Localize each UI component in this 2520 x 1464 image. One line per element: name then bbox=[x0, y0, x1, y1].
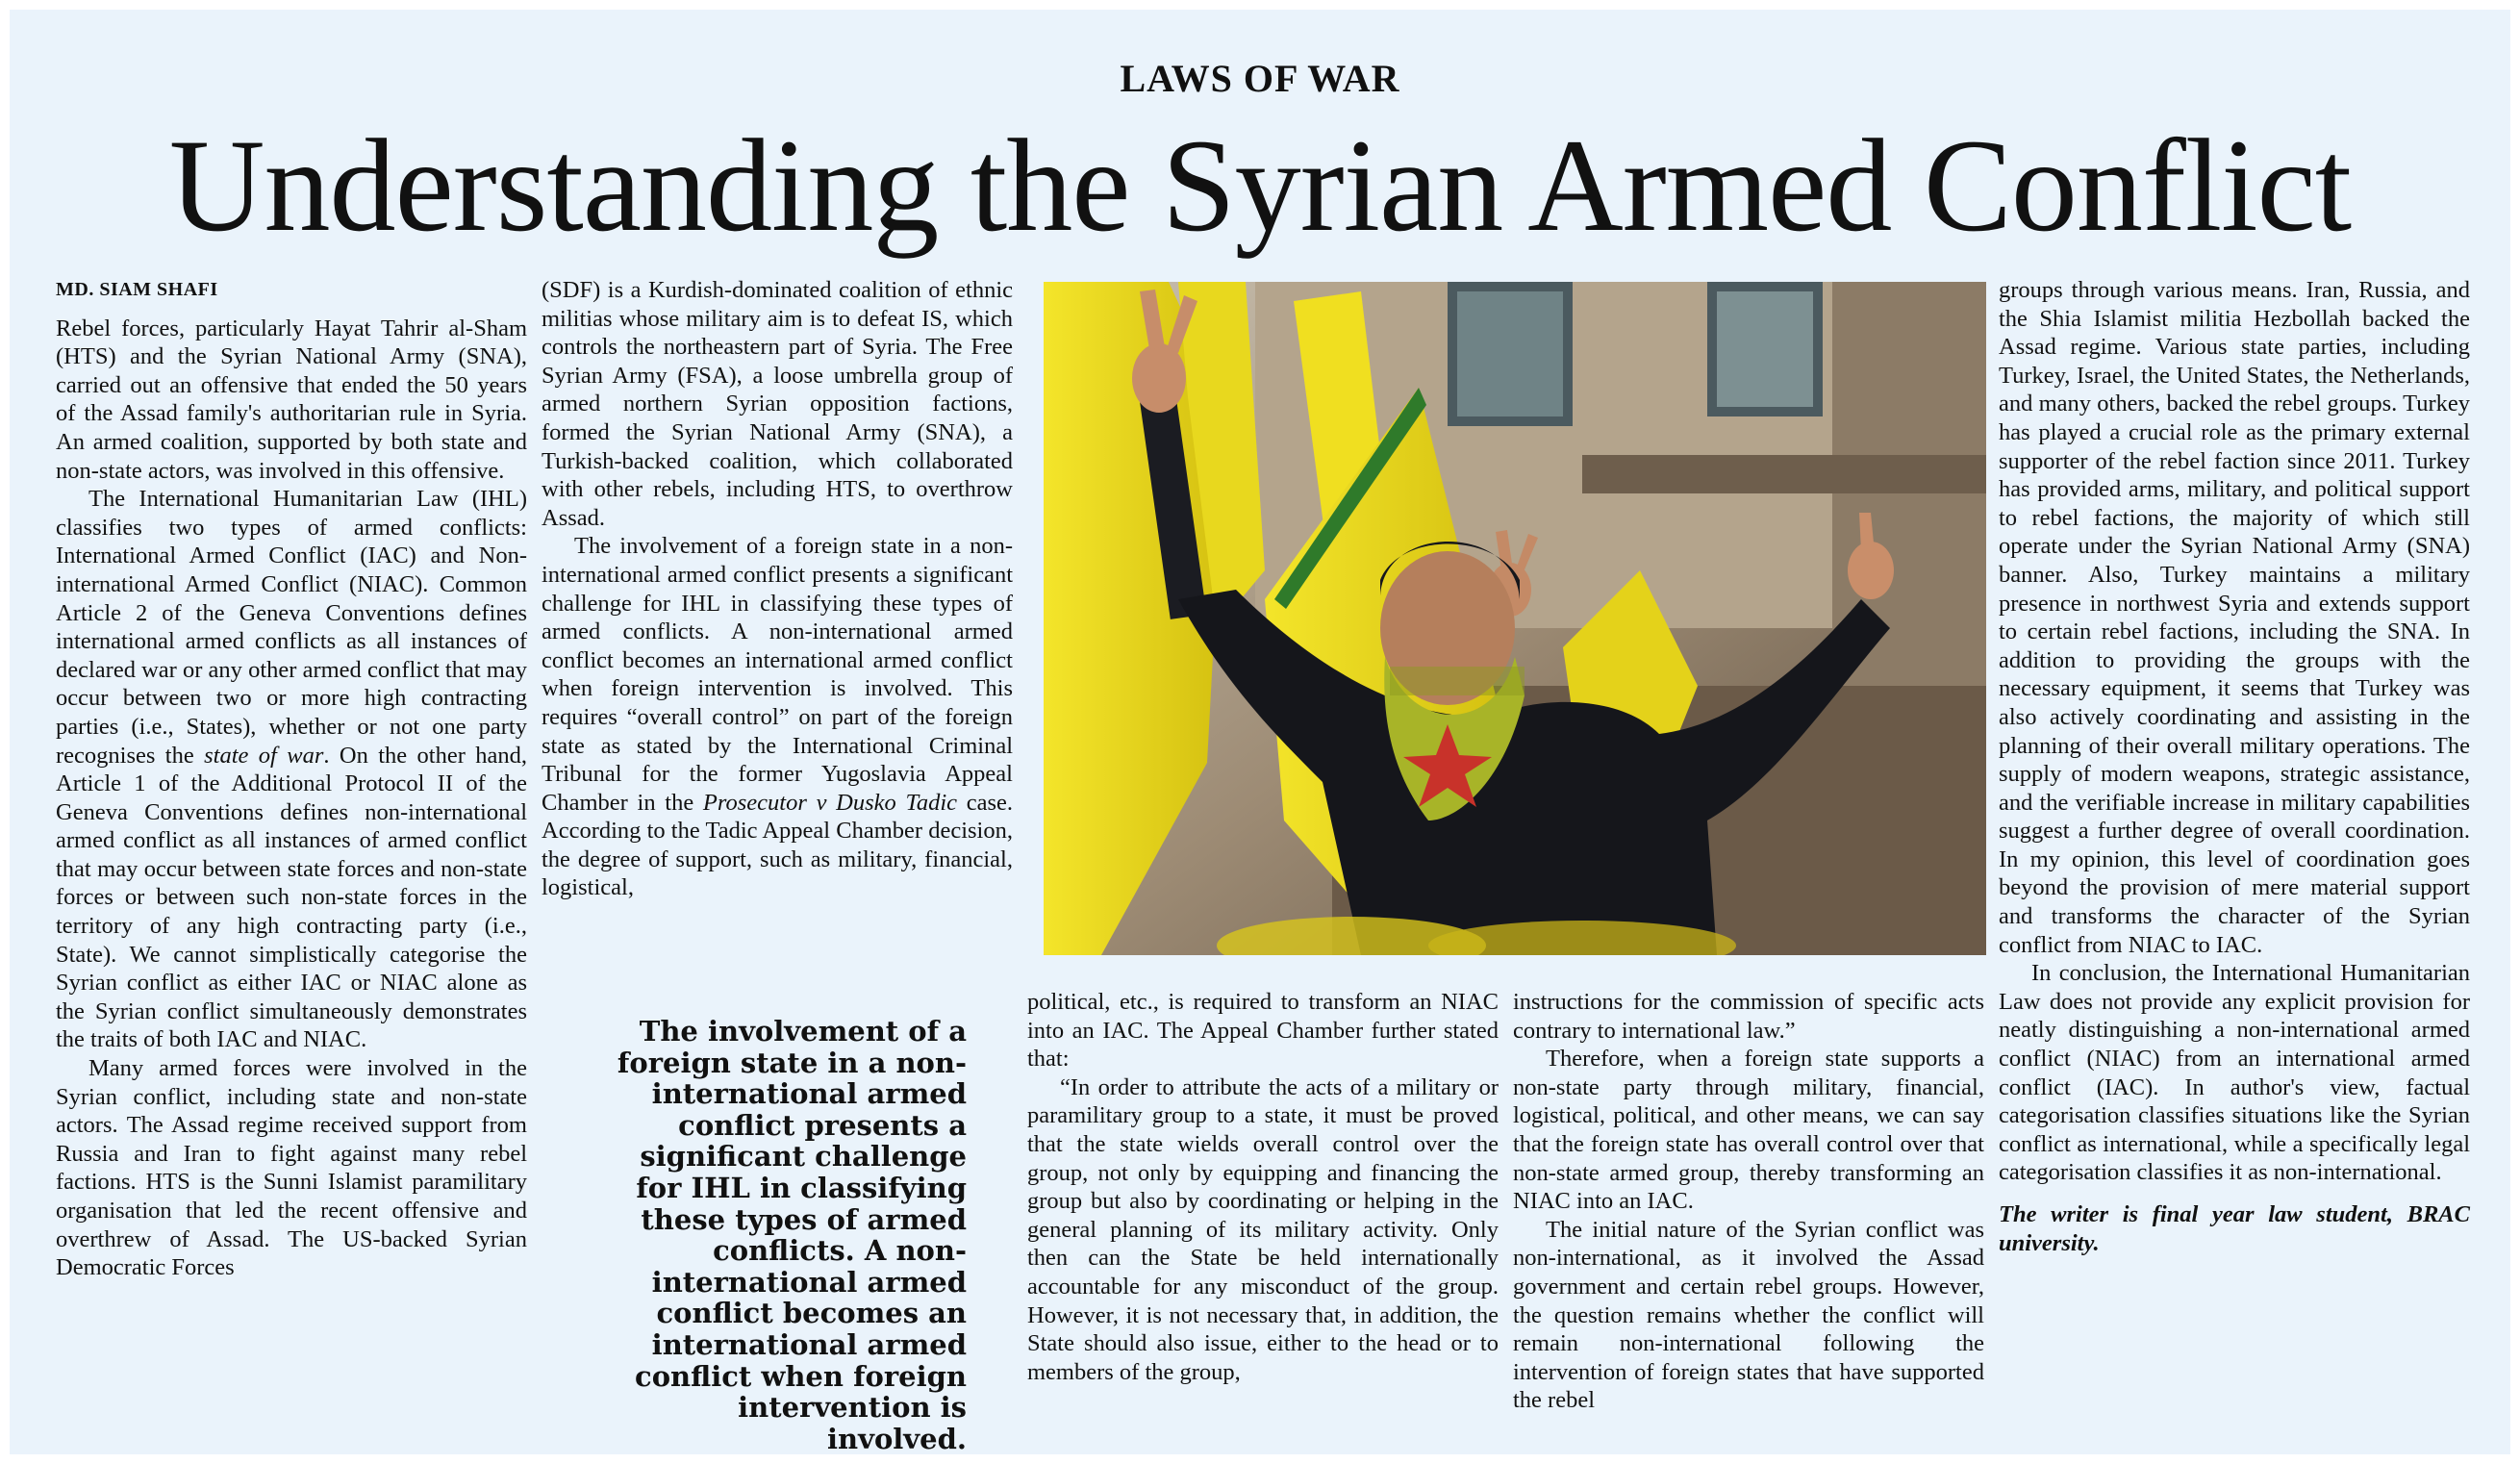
article-column-2 bbox=[542, 276, 1013, 988]
paragraph: The International Humanitarian Law (IHL) classifies two types of armed conflicts: International Armed Conflict (IAC) and Non-international Armed Conflict (NIAC). Common Article 2 of the Geneva Conventions defines international armed conflicts as all instances of declared war or any other armed conflict that may occur between two or more high contracting parties (i.e., States), whether or not one party recognises the state of war. On the other hand, Article 1 of the Additional Protocol II of the Geneva Conventions defines non-international armed conflict as all instances of armed conflict that may occur between state forces and non-state forces or between such non-state forces in the territory of any high contracting party (i.e., State). We cannot simplistically categorise the Syrian conflict as either IAC or NIAC alone as the Syrian conflict simultaneously demonstrates the traits of both IAC and NIAC. bbox=[56, 486, 527, 1053]
paragraph: instructions for the commission of specific acts contrary to international law.” bbox=[1513, 989, 1984, 1044]
paragraph: Therefore, when a foreign state supports a non-state party through military, financial, logistical, political, and other means, we can say that the foreign state has overall control over that non-state armed group, thereby transforming an NIAC into an IAC. bbox=[1513, 1046, 1984, 1215]
newspaper-page bbox=[10, 10, 2510, 1454]
article-headline: Understanding the Syrian Armed Conflict bbox=[168, 112, 2352, 259]
paragraph: In conclusion, the International Humanitarian Law does not provide any explicit provision for neatly distinguishing a non-international armed conflict (NIAC) from an international armed conflict (IAC). In author's view, factual categorisation classifies situations like the Syrian conflict as international, while a specifically legal categorisation classifies it as non-international. bbox=[1999, 960, 2470, 1186]
paragraph: political, etc., is required to transform an NIAC into an IAC. The Appeal Chamber further stated that: bbox=[1027, 989, 1499, 1073]
paragraph: Rebel forces, particularly Hayat Tahrir al-Sham (HTS) and the Syrian National Army (SNA), carried out an offensive that ended the 50 years of the Assad family's authoritarian rule in Syria. An armed coalition, supported by both state and non-state actors, was involved in this offensive. bbox=[56, 315, 527, 484]
paragraph: (SDF) is a Kurdish-dominated coalition of ethnic militias whose military aim is to defeat IS, which controls the northeastern part of Syria. The Free Syrian Army (FSA), a loose umbrella group of armed northern Syrian opposition factions, formed the Syrian National Army (SNA), a Turkish-backed coalition, which collaborated with other rebels, including HTS, to overthrow Assad. bbox=[542, 277, 1013, 531]
paragraph: “In order to attribute the acts of a military or paramilitary group to a state, it must be proved that the state wields overall control over the group, not only by equipping and financing the group but also by coordinating or helping in the general planning of its military activity. Only then can the State be held internationally accountable for any misconduct of the group. However, it is not necessary that, in addition, the State should also issue, either to the head or to members of the group, bbox=[1027, 1073, 1499, 1385]
section-kicker: LAWS OF WAR bbox=[1120, 57, 1400, 100]
article-photo bbox=[1044, 282, 1986, 955]
protester-photo-icon bbox=[1044, 282, 1986, 955]
article-column-1 bbox=[56, 276, 527, 1411]
author-note: The writer is final year law student, BRAC university. bbox=[1999, 1201, 2470, 1256]
paragraph: The involvement of a foreign state in a non-international armed conflict presents a significant challenge for IHL in classifying these types of armed conflicts. A non-international armed conflict becomes an international armed conflict when foreign intervention is involved. This requires “overall control” on part of the foreign state as stated by the International Criminal Tribunal for the former Yugoslavia Appeal Chamber in the Prosecutor v Dusko Tadic case. According to the Tadic Appeal Chamber decision, the degree of support, such as military, financial, logistical, bbox=[542, 533, 1013, 901]
author-byline: MD. SIAM SHAFI bbox=[56, 279, 218, 300]
article-column-5 bbox=[1999, 276, 2470, 1430]
pull-quote: The involvement of a foreign state in a non-international armed conflict presents a significant challenge for IHL in classifying these types of armed conflicts. A non-international armed conflict becomes an international armed conflict when foreign intervention is involved. bbox=[617, 1015, 967, 1454]
paragraph: groups through various means. Iran, Russia, and the Shia Islamist militia Hezbollah backed the Assad regime. Various state parties, including Turkey, Israel, the United States, the Netherlands, and many others, backed the rebel groups. Turkey has played a crucial role as the primary external supporter of the rebel faction since 2011. Turkey has provided arms, military, and political support to rebel factions, the majority of which still operate under the Syrian National Army (SNA) banner. Also, Turkey maintains a military presence in northwest Syria and extends support to certain rebel factions, including the SNA. In addition to providing the groups with the necessary equipment, it seems that Turkey was also actively coordinating and assisting in the planning of their overall military operations. The supply of modern weapons, strategic assistance, and the verifiable increase in military capabilities suggest a further degree of overall coordination. In my opinion, this level of coordination goes beyond the provision of mere material support and transforms the character of the Syrian conflict from NIAC to IAC. bbox=[1999, 277, 2470, 958]
paragraph: The initial nature of the Syrian conflict was non-international, as it involved the Assad government and certain rebel groups. However, the question remains whether the conflict will remain non-international following the intervention of foreign states that have supported the rebel bbox=[1513, 1216, 1984, 1414]
article-column-3 bbox=[1027, 988, 1499, 1421]
paragraph: Many armed forces were involved in the Syrian conflict, including state and non-state actors. The Assad regime received support from Russia and Iran to fight against many rebel factions. HTS is the Sunni Islamist paramilitary organisation that led the recent offensive and overthrew of Assad. The US-backed Syrian Democratic Forces bbox=[56, 1055, 527, 1281]
article-column-4 bbox=[1513, 988, 1984, 1421]
